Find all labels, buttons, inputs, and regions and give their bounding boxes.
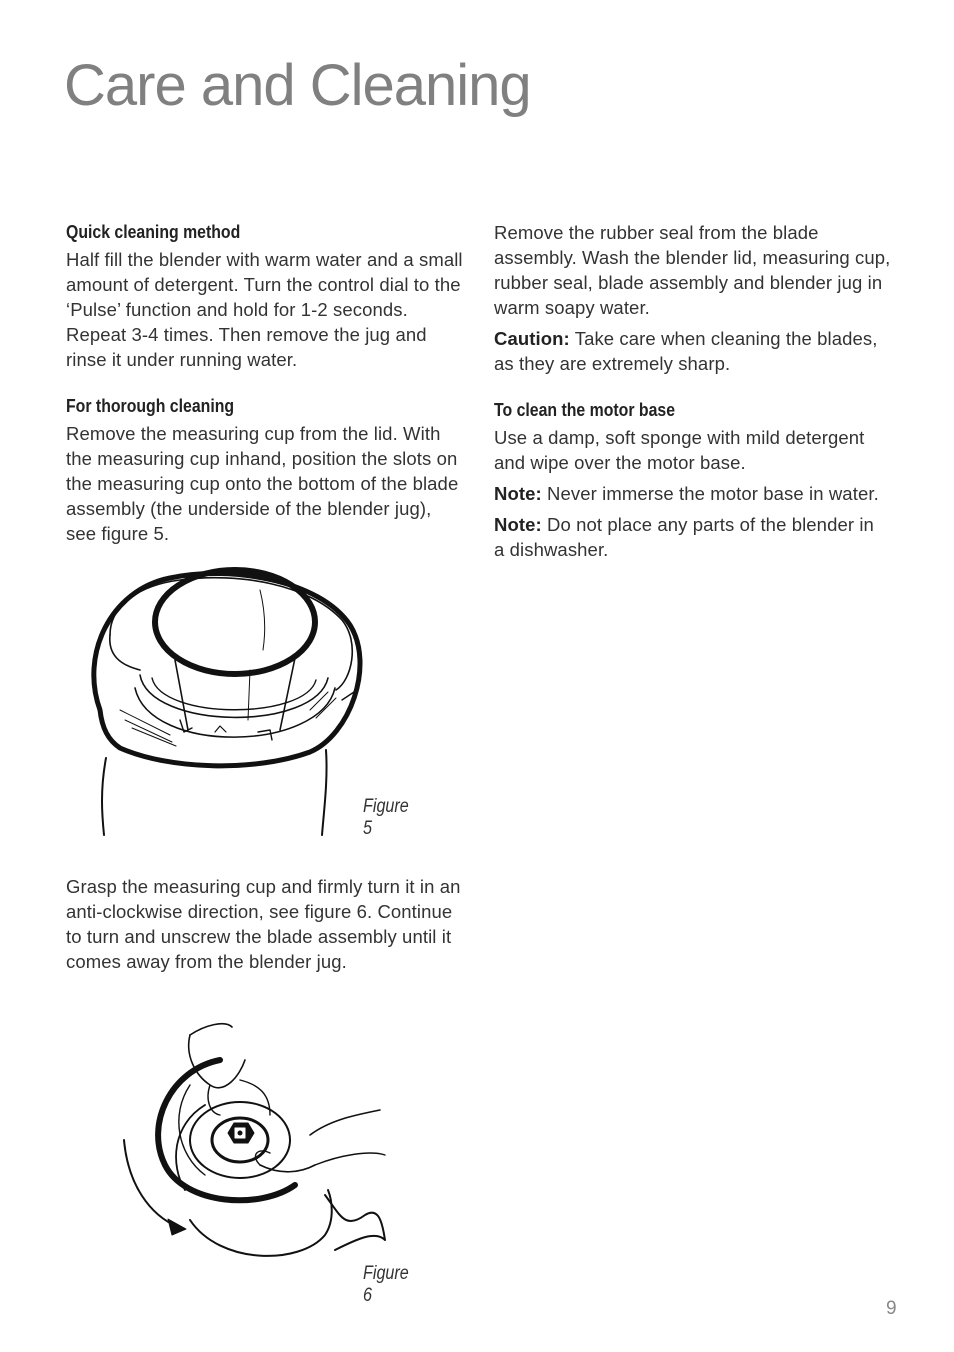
quick-cleaning-text: Half fill the blender with warm water and a small amount of detergent. Turn the control dial to the ‘Pulse’ function and hold for 1-2 seconds. Repeat 3-4 times. Then remove the jug and rinse it under running water.	[66, 249, 463, 370]
motor-base-text: Use a damp, soft sponge with mild detergent and wipe over the motor base.	[494, 427, 865, 473]
note-label: Note:	[494, 514, 542, 535]
note-label: Note:	[494, 483, 542, 504]
left-column	[66, 220, 466, 546]
quick-cleaning-heading: Quick cleaning method	[66, 222, 241, 242]
figure-5-blender-illustration	[80, 560, 380, 840]
figure-6-unscrew-illustration	[110, 1015, 430, 1265]
figure-6-caption: Figure 6	[363, 1263, 409, 1306]
page-title: Care and Cleaning	[64, 53, 531, 118]
page-number: 9	[886, 1298, 897, 1319]
caution-paragraph	[494, 326, 894, 376]
note-immerse	[494, 481, 894, 506]
thorough-cleaning-text: Remove the measuring cup from the lid. With the measuring cup inhand, position the slots on the measuring cup onto the bottom of the blade assembly (the underside of the blender jug), see figure 5.	[66, 423, 459, 544]
motor-base-heading: To clean the motor base	[494, 400, 676, 420]
caution-label: Caution:	[494, 328, 570, 349]
grasp-text: Grasp the measuring cup and firmly turn it in an anti-clockwise direction, see figure 6. Continue to turn and unscrew the blade assembly until it comes away from the blender jug.	[66, 876, 461, 972]
thorough-cleaning-heading: For thorough cleaning	[66, 396, 235, 416]
grasp-section	[66, 874, 466, 974]
note-dishwasher	[494, 512, 874, 562]
note-dishwasher-text: Do not place any parts of the blender in a dishwasher.	[494, 514, 874, 560]
right-column	[494, 220, 894, 562]
figure-5	[80, 560, 409, 840]
note-immerse-text: Never immerse the motor base in water.	[541, 483, 879, 504]
figure-5-caption: Figure 5	[363, 796, 409, 839]
figure-6	[110, 1015, 430, 1306]
rubber-seal-text: Remove the rubber seal from the blade assembly. Wash the blender lid, measuring cup, rubber seal, blade assembly and blender jug in warm soapy water.	[494, 222, 891, 318]
caution-text: Take care when cleaning the blades, as they are extremely sharp.	[494, 328, 878, 374]
